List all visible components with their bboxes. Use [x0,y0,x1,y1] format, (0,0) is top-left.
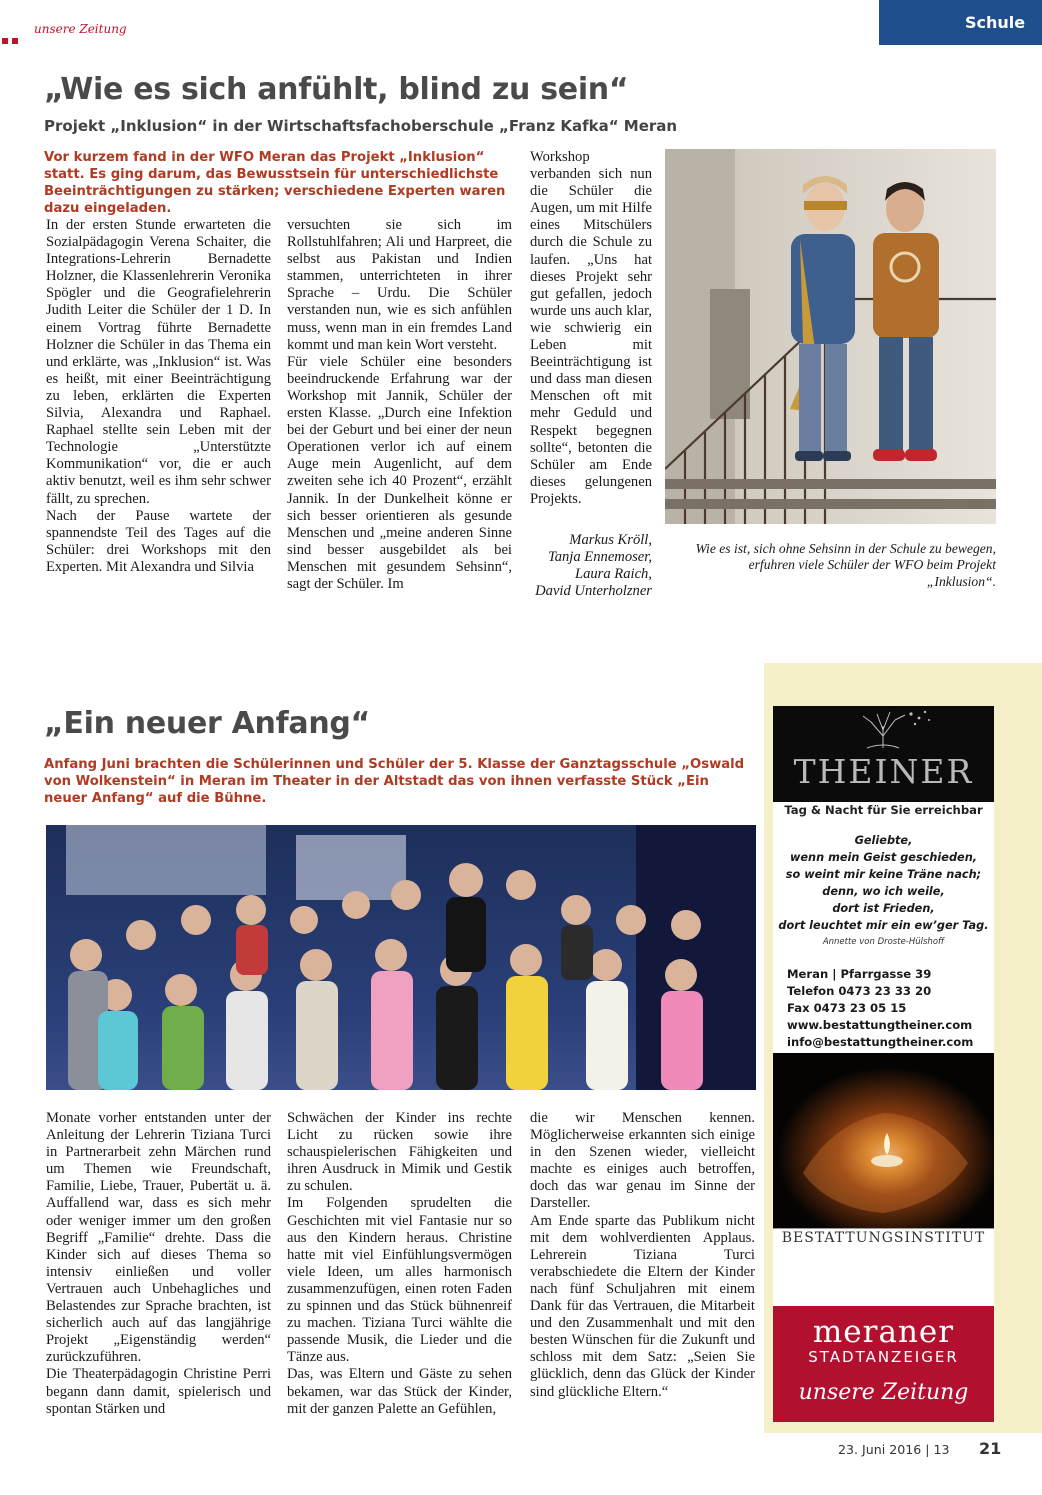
article1-paragraph: Workshop verbanden sich nun die Schüler die Augen, um mit Hilfe eines Mitschülers durch die Schule zu laufen. „Uns hat dieses Projekt sehr gut gefallen, jedoch wurde uns auch klar, wie schwierig ein Leben mit Beeinträchtigung ist und dass man diesen Menschen oft mit mehr Geduld und Respekt begegnen sollte“, betonten die Schüler am Ende dieses gelungenen Projekts. [530,149,652,507]
article1-authors [500,532,652,600]
article1-subhead: Projekt „Inklusion“ in der Wirtschaftsfachoberschule „Franz Kafka“ Meran [44,117,678,135]
theiner-poem [773,832,994,934]
author-line: Laura Raich, [574,566,652,583]
masthead-label: unsere Zeitung [34,22,127,36]
author-line: Tanja Ennemoser, [547,549,652,566]
staircase-photo-caption: Wie es ist, sich ohne Sehsinn in der Schule zu bewegen, erfuhren viele Schüler der WFO beim Projekt „Inklusion“. [695,541,996,589]
article2-column-1 [46,1110,271,1418]
article2-paragraph: Das, was Eltern und Gäste zu sehen bekamen, war das Stück der Kinder, mit der ganzen Palette an Gefühlen, [287,1366,512,1417]
poem-author: Annette von Droste-Hülshoff [822,937,945,947]
theiner-footer-label: BESTATTUNGSINSTITUT [773,1228,994,1248]
meraner-line-3: unsere Zeitung [798,1380,969,1405]
theiner-logo: THEINER [793,752,974,791]
article2-column-2 [287,1110,512,1418]
issue-info: 23. Juni 2016 | 13 [838,1442,950,1457]
article2-column-3 [530,1110,755,1401]
author-line: David Unterholzner [535,583,652,600]
contact-address: Meran | Pfarrgasse 39 [787,967,932,981]
article1-paragraph: Nach der Pause wartete der spannendste Teil des Tages auf die Schüler: drei Workshops mit den Experten. Mit Alexandra und Silvia [46,507,271,575]
section-tab: Schule [879,0,1042,45]
article2-paragraph: Die Theaterpädagogin Christine Perri begann dann damit, spielerisch und spontan Stärken und [46,1366,271,1417]
theater-group-photo [46,825,756,1090]
article2-paragraph: Im Folgenden sprudelten die Geschichten mit viel Fantasie nur so aus den Kindern heraus. Christine hatte mit viel Einfühlungsvermögen viele Ideen, um alles harmonisch zusammenzufügen, einen roten Faden zu spinnen und das Stück bühnenreif zu machen. Tiziana Turci wählte die passende Musik, die Lieder und die Tänze aus. [287,1195,512,1366]
article1-paragraph: Für viele Schüler eine besonders beeindruckende Erfahrung war der Workshop mit Jannik, Schüler der ersten Klasse. „Durch eine Infektion bei der Geburt und bei einer der neun Operationen verlor ich auf einem Auge mein Augenlicht, auf dem zweiten sehe ich 40 Prozent“, erzählt Jannik. In der Dunkelheit könne er sich besser orientieren als gesunde Menschen und „meine anderen Sinne sind besser ausgebildet als bei Menschen mit gesundem Sehsinn“, sagt der Schüler. Im [287,353,512,592]
article1-paragraph: versuchten sie sich im Rollstuhlfahren; Ali und Harpreet, die selbst aus Pakistan und Indien stammen, unterrichteten in ihrer Sprache – Urdu. Die Schüler verstanden nun, wie es sich anfühlen muss, wenn man in ein fremdes Land kommt und man kein Wort versteht. [287,217,512,353]
tree-icon [863,712,905,748]
article2-paragraph: Am Ende sparte das Publikum nicht mit dem wohlverdienten Applaus. Lehrerein Tiziana Turci verabschiedete die Eltern der Kinder nach fünf Schuljahren mit einem Dank für das Vertrauen, die Mitarbeit und den Zusammenhalt und mit den besten Wünschen für die Zukunft und schloss mit dem Satz: „Seien Sie glücklich, denn das Glück der Kinder sind glückliche Eltern.“ [530,1212,755,1400]
article1-lead: Vor kurzem fand in der WFO Meran das Projekt „Inklusion“ statt. Es ging darum, das Bewusstsein für unterschiedlichste Beeinträchtigungen zu stärken; verschiedene Experten waren dazu eingeladen. [44,150,506,216]
article2-paragraph: Monate vorher entstanden unter der Anleitung der Lehrerin Tiziana Turci in Partnerarbeit zehn Märchen rund um Themen wie Freundschaft, Familie, Liebe, Trauer, Pubertät u. ä. Auffallend war, dass es sich mehr oder weniger immer um den großen Begriff „Familie“ drehte. Dass die Kinder sich auf dieses Thema so intensiv einließen und voller Vertrauen auch Unbehagliches und Belastendes zur Sprache brachten, ist sicherlich auch auf das langjährige Projekt „Eigenständig werden“ zurückzuführen. [46,1110,271,1366]
poem-line: denn, wo ich weile, [822,885,945,898]
page-number: 21 [979,1439,1002,1458]
meraner-stadtanzeiger-ad[interactable] [773,1306,994,1422]
staircase-photo [665,149,996,524]
author-line: Markus Kröll, [569,532,652,548]
poem-line: Geliebte, [854,834,913,847]
candle-hands-image [773,1053,994,1229]
poem-line: dort leuchtet mir ein ew’ger Tag. [778,919,989,932]
theiner-tagline: Tag & Nacht für Sie erreichbar [784,803,983,817]
meraner-line-1: meraner [812,1314,955,1350]
contact-phone: Telefon 0473 23 33 20 [787,984,932,999]
poem-line: so weint mir keine Träne nach; [785,868,982,881]
contact-fax: Fax 0473 23 05 15 [787,1001,907,1016]
contact-email-link[interactable]: info@bestattungtheiner.com [787,1035,974,1050]
article1-column-3 [530,149,652,508]
article1-column-2 [287,217,512,593]
article2-headline: „Ein neuer Anfang“ [44,706,370,741]
article2-lead: Anfang Juni brachten die Schülerinnen und Schüler der 5. Klasse der Ganztagsschule „Oswald von Wolkenstein“ in Meran im Theater in der Altstadt das von ihnen verfasste Stück „Ein neuer Anfang“ auf die Bühne. [44,757,745,806]
theiner-contact [787,966,973,1051]
article2-paragraph: Schwächen der Kinder ins rechte Licht zu rücken sowie ihre schauspielerischen Fähigkeiten und ihren Ausdruck in Mimik und Gestik zu schulen. [287,1110,512,1195]
article1-headline: „Wie es sich anfühlt, blind zu sein“ [44,72,629,107]
poem-line: dort ist Frieden, [832,902,935,915]
meraner-line-2: STADTANZEIGER [808,1348,959,1366]
masthead-marks [2,31,24,37]
article2-paragraph: die wir Menschen kennen. Möglicherweise erkannten sich einige in den Szenen wieder, vielleicht machte es einiges auch betroffen, doch das war genau im Sinne der Darsteller. [530,1110,755,1212]
contact-website-link[interactable]: www.bestattungtheiner.com [787,1018,973,1033]
article1-column-1 [46,217,271,576]
poem-line: wenn mein Geist geschieden, [789,851,978,864]
article1-paragraph: In der ersten Stunde erwarteten die Sozialpädagogin Verena Schaiter, die Integrations-Lehrerin Bernadette Holzner, die Klassenlehrerin Veronika Spögler und die Geografielehrerin Judith Leiter die Schüler der 1 D. In einem Vortrag führte Bernadette Holzner die Schüler in das Thema ein und erklärte, was „Inklusion“ ist. Was es heißt, mit einer Beeinträchtigung zu leben, erklärten die Experten Silvia, Alexandra und Raphael. Raphael stellte sein Leben mit der Technologie „Unterstützte Kommunikation“ vor, die er auch aktiv benutzt, weil es ihm sehr schwer fällt, zu sprechen. [46,217,271,507]
